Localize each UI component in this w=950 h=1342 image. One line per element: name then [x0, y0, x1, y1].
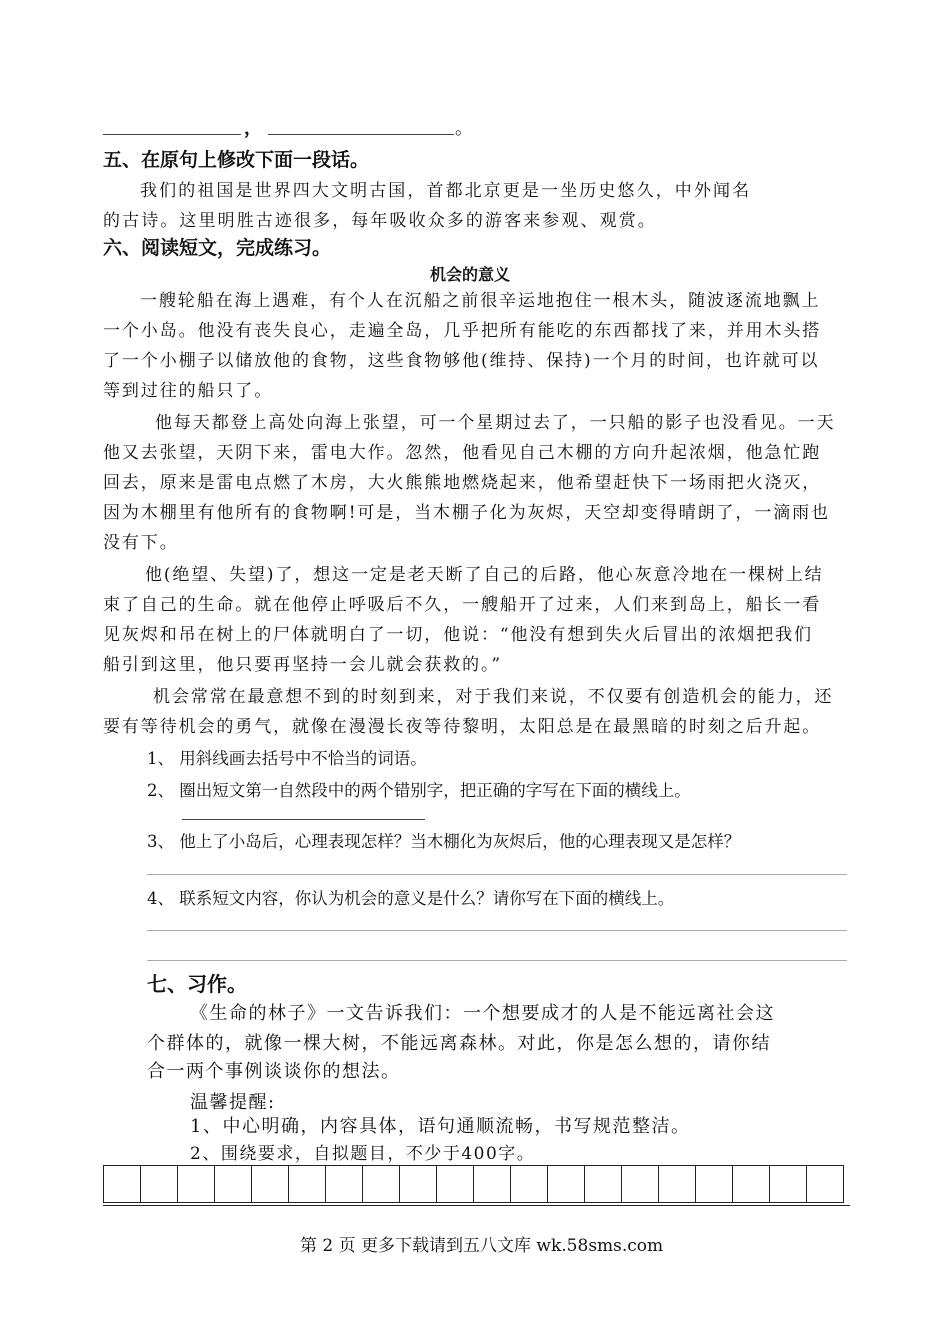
section7-line: 《生命的林子》一文告诉我们：一个想要成才的人是不能远离社会这 [190, 1003, 775, 1024]
passage-line: 没有下。 [103, 533, 179, 553]
comma-mark: ， [244, 118, 262, 139]
passage-line: 他又去张望，天阴下来，雷电大作。忽然，他看见自己木棚的方向升起浓烟，他急忙跑 [103, 443, 822, 463]
passage-line: 等到过往的船只了。 [103, 381, 274, 401]
passage-line: 一艘轮船在海上遇难，有个人在沉船之前很辛运地抱住一根木头，随波逐流地飘上 [140, 291, 821, 311]
passage-line: 束了自己的生命。就在他停止呼吸后不久，一艘船开了过来，人们来到岛上，船长一看 [103, 595, 822, 615]
grid-cell[interactable] [511, 1166, 548, 1203]
grid-bottom-rule [103, 1205, 850, 1206]
passage-line: 他(绝望、失望)了，想这一定是老天断了自己的后路，他心灰意冷地在一棵树上结 [145, 565, 824, 585]
grid-cell[interactable] [289, 1166, 326, 1203]
tip-item: 1、中心明确，内容具体，语句通顺流畅，书写规范整洁。 [190, 1116, 691, 1137]
writing-grid[interactable] [103, 1165, 844, 1203]
period-mark: 。 [455, 118, 473, 139]
grid-cell[interactable] [770, 1166, 807, 1203]
passage-line: 船引到这里，他只要再坚持一会儿就会获救的。” [103, 655, 502, 675]
answer-blank[interactable] [268, 134, 454, 135]
section5-heading: 五、在原句上修改下面一段话。 [103, 149, 370, 171]
section7-line: 个群体的，就像一棵大树，不能远离森林。对此，你是怎么想的，请你结 [147, 1033, 771, 1054]
grid-cell[interactable] [474, 1166, 511, 1203]
grid-cell[interactable] [807, 1166, 844, 1203]
section6-heading: 六、阅读短文，完成练习。 [103, 237, 332, 259]
passage-line: 回去，原来是雷电点燃了木房，大火熊熊地燃烧起来，他希望赶快下一场雨把火浇灭， [103, 473, 822, 493]
passage-line: 因为木棚里有他所有的食物啊!可是，当木棚子化为灰烬，天空却变得晴朗了，一滴雨也 [103, 503, 830, 523]
grid-cell[interactable] [733, 1166, 770, 1203]
passage-line: 了一个小棚子以储放他的食物，这些食物够他(维持、保持)一个月的时间，也许就可以 [103, 351, 820, 371]
passage-line: 一个小岛。他没有丧失良心，走遍全岛，几乎把所有能吃的东西都找了来，并用木头搭 [103, 321, 822, 341]
grid-cell[interactable] [252, 1166, 289, 1203]
section5-line: 我们的祖国是世界四大文明古国，首都北京更是一坐历史悠久，中外闻名 [140, 181, 752, 201]
question-1: 1、 用斜线画去括号中不恰当的词语。 [147, 749, 427, 768]
grid-cell[interactable] [178, 1166, 215, 1203]
grid-cell[interactable] [326, 1166, 363, 1203]
grid-cell[interactable] [659, 1166, 696, 1203]
grid-cell[interactable] [437, 1166, 474, 1203]
section7-heading: 七、习作。 [147, 972, 247, 996]
question-4: 4、 联系短文内容，你认为机会的意义是什么？请你写在下面的横线上。 [147, 889, 675, 908]
grid-cell[interactable] [400, 1166, 437, 1203]
question-2: 2、 圈出短文第一自然段中的两个错别字，把正确的字写在下面的横线上。 [147, 781, 691, 800]
question-3: 3、 他上了小岛后，心理表现怎样？当木棚化为灰烬后，他的心理表现又是怎样？ [147, 832, 741, 851]
tip-item: 2、围绕要求，自拟题目，不少于400字。 [190, 1144, 536, 1164]
section5-line: 的古诗。这里明胜古迹很多，每年吸收众多的游客来参观、观赏。 [103, 211, 657, 231]
grid-cell[interactable] [622, 1166, 659, 1203]
question-4-answer-line[interactable] [147, 930, 847, 931]
section7-line: 合一两个事例谈谈你的想法。 [147, 1061, 401, 1082]
question-4-answer-line[interactable] [147, 960, 847, 961]
question-3-answer-line[interactable] [147, 874, 847, 875]
tips-title: 温馨提醒: [190, 1092, 276, 1113]
passage-line: 他每天都登上高处向海上张望，可一个星期过去了，一只船的影子也没看见。一天 [155, 413, 836, 433]
passage-title: 机会的意义 [430, 265, 511, 284]
grid-cell[interactable] [585, 1166, 622, 1203]
grid-cell[interactable] [696, 1166, 733, 1203]
grid-cell[interactable] [141, 1166, 178, 1203]
passage-line: 要有等待机会的勇气，就像在漫漫长夜等待黎明，太阳总是在最黑暗的时刻之后升起。 [103, 717, 822, 737]
grid-cell[interactable] [215, 1166, 252, 1203]
page-footer: 第 2 页 更多下载请到五八文库 wk.58sms.com [300, 1236, 664, 1256]
answer-blank[interactable] [103, 134, 241, 135]
grid-cell[interactable] [104, 1166, 141, 1203]
passage-line: 机会常常在最意想不到的时刻到来，对于我们来说，不仅要有创造机会的能力，还 [153, 687, 834, 707]
question-2-answer-line[interactable] [182, 819, 425, 820]
passage-line: 见灰烬和吊在树上的尸体就明白了一切，他说：“他没有想到失火后冒出的浓烟把我们 [103, 625, 813, 645]
grid-cell[interactable] [363, 1166, 400, 1203]
grid-cell[interactable] [548, 1166, 585, 1203]
